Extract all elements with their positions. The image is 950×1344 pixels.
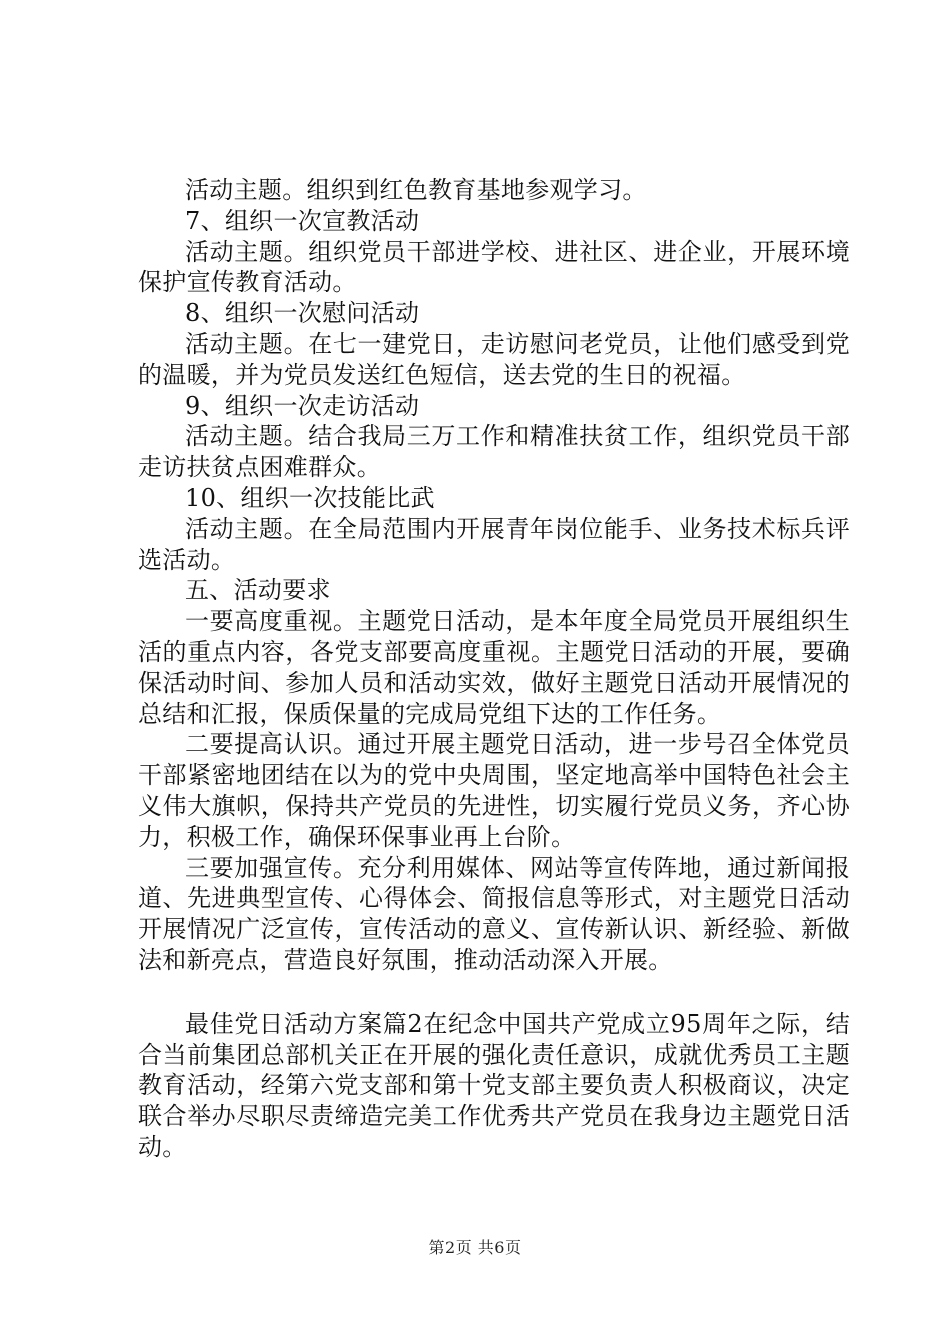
paragraph-spacer <box>138 976 850 1009</box>
heading-item-10: 10、组织一次技能比武 <box>185 483 435 512</box>
page-footer: 第2页 共6页 <box>428 1238 522 1257</box>
document-body <box>138 175 850 1163</box>
paragraph-requirement-1: 一要高度重视。主题党日活动，是本年度全局党员开展组织生活的重点内容，各党支部要高度重视。主题党日活动的开展，要确保活动时间、参加人员和活动实效，做好主题党日活动开展情况的总结和汇报，保质保量的完成局党组下达的工作任务。 <box>138 607 850 728</box>
paragraph-activity-theme-6: 活动主题。组织到红色教育基地参观学习。 <box>185 176 647 204</box>
heading-item-9: 9、组织一次走访活动 <box>185 391 420 420</box>
paragraph-activity-theme-10: 活动主题。在全局范围内开展青年岗位能手、业务技术标兵评选活动。 <box>138 514 850 574</box>
section-heading-requirements: 五、活动要求 <box>185 576 331 605</box>
paragraph-activity-theme-7: 活动主题。组织党员干部进学校、进社区、进企业，开展环境保护宣传教育活动。 <box>138 237 850 297</box>
paragraph-plan-2-intro: 最佳党日活动方案篇2在纪念中国共产党成立95周年之际，结合当前集团总部机关正在开展的强化责任意识，成就优秀员工主题教育活动，经第六党支部和第十党支部主要负责人积极商议，决定联合举办尽职尽责缔造完美工作优秀共产党员在我身边主题党日活动。 <box>138 1009 850 1161</box>
paragraph-activity-theme-9: 活动主题。结合我局三万工作和精准扶贫工作，组织党员干部走访扶贫点困难群众。 <box>138 422 850 482</box>
paragraph-activity-theme-8: 活动主题。在七一建党日，走访慰问老党员，让他们感受到党的温暖，并为党员发送红色短信，送去党的生日的祝福。 <box>138 329 850 389</box>
heading-item-7: 7、组织一次宣教活动 <box>185 206 420 235</box>
paragraph-requirement-2: 二要提高认识。通过开展主题党日活动，进一步号召全体党员干部紧密地团结在以为的党中央周围，坚定地高举中国特色社会主义伟大旗帜，保持共产党员的先进性，切实履行党员义务，齐心协力，积极工作，确保环保事业再上台阶。 <box>138 730 850 851</box>
heading-item-8: 8、组织一次慰问活动 <box>185 299 420 328</box>
paragraph-requirement-3: 三要加强宣传。充分利用媒体、网站等宣传阵地，通过新闻报道、先进典型宣传、心得体会、简报信息等形式，对主题党日活动开展情况广泛宣传，宣传活动的意义、宣传新认识、新经验、新做法和新亮点，营造良好氛围，推动活动深入开展。 <box>138 853 850 974</box>
